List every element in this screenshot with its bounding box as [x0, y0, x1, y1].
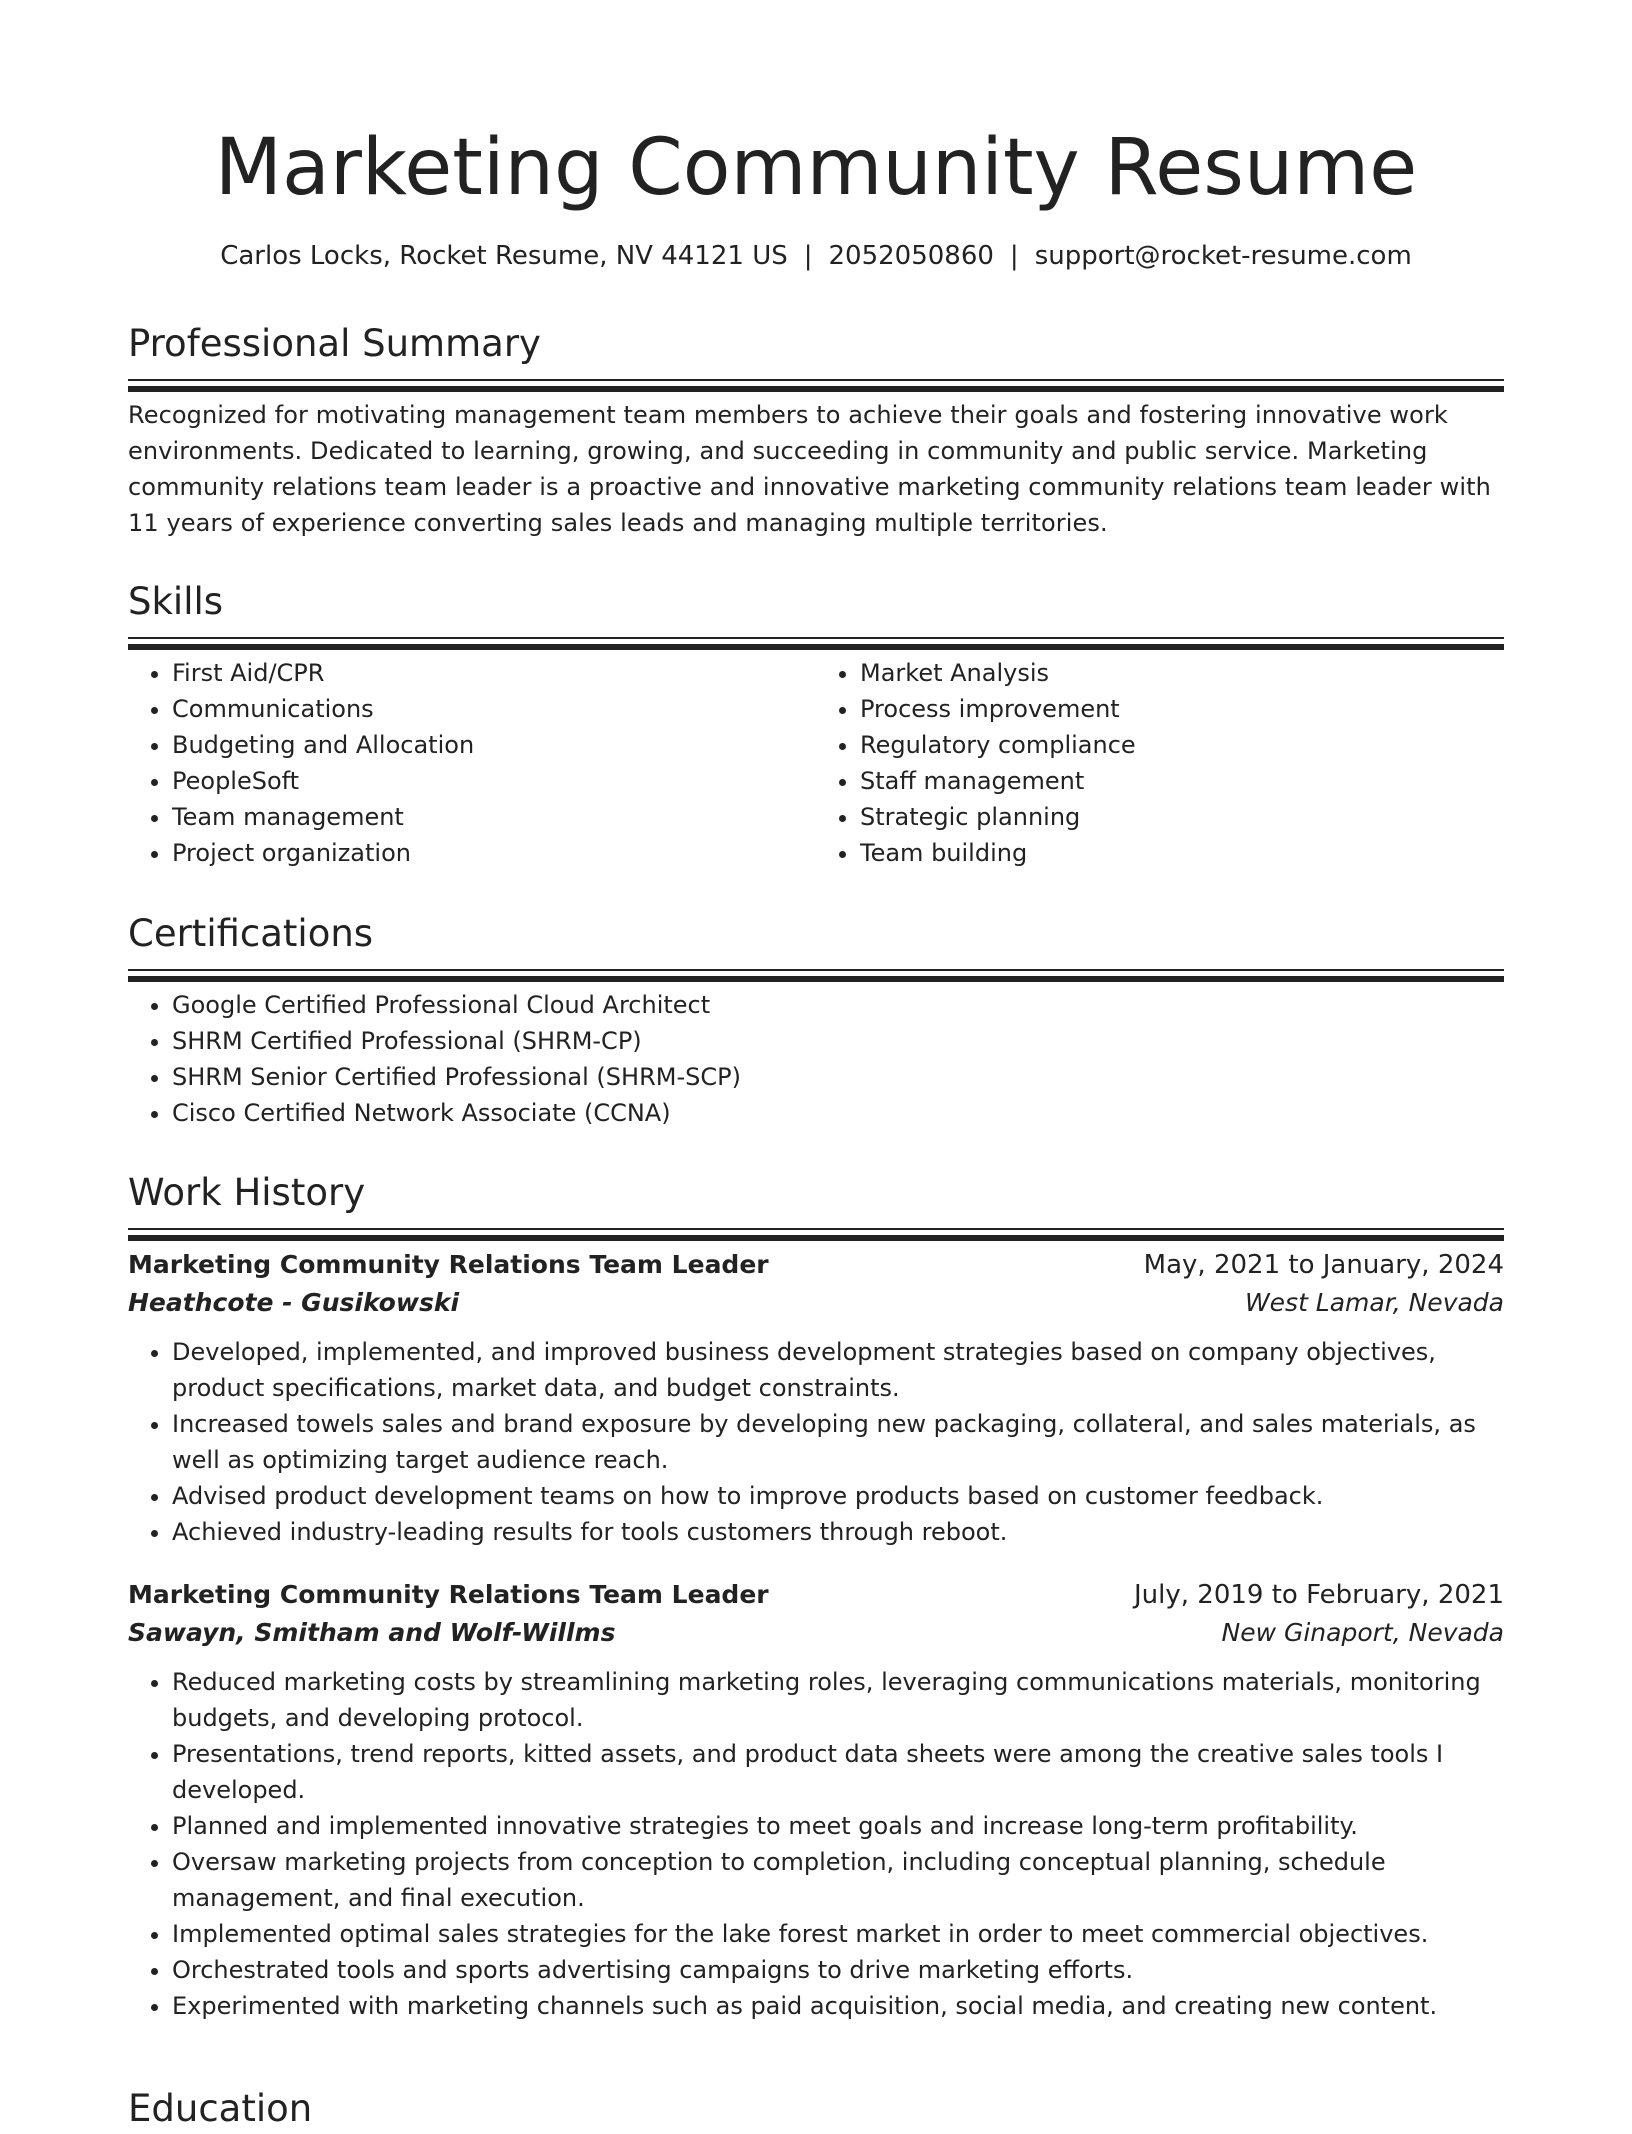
job-bullet: • Oversaw marketing projects from conception to completion, including conceptual planning, schedule management, and final execution.: [172, 1844, 1504, 1916]
job-entry: [128, 1576, 1504, 2024]
resume-title: Marketing Community Resume: [214, 123, 1418, 213]
contact-phone: 2052050860: [828, 241, 994, 271]
certification-item: • SHRM Certified Professional (SHRM-CP): [172, 1023, 1504, 1059]
skill-item: • Budgeting and Allocation: [172, 727, 816, 763]
job-company: Heathcote - Gusikowski: [128, 1288, 460, 1317]
certifications-heading: Certifications: [128, 912, 374, 955]
job-location: West Lamar, Nevada: [1244, 1288, 1504, 1317]
job-title: Marketing Community Relations Team Leader: [128, 1250, 769, 1279]
contact-separator: |: [803, 241, 813, 271]
job-bullet: • Developed, implemented, and improved business development strategies based on company objectives, product specifications, market data, and budget constraints.: [172, 1334, 1504, 1406]
job-bullet: • Experimented with marketing channels such as paid acquisition, social media, and creating new content.: [172, 1988, 1504, 2024]
skill-item: • First Aid/CPR: [172, 655, 816, 691]
job-bullets: [128, 1664, 1504, 2024]
summary-text: Recognized for motivating management team members to achieve their goals and fostering innovative work environments. Dedicated to learning, growing, and succeeding in community and public service. Marketing community relations team leader is a proactive and innovative marketing community relations team leader with 11 years of experience converting sales leads and managing multiple territories.: [128, 401, 1491, 537]
job-dates: May, 2021 to January, 2024: [1143, 1250, 1504, 1280]
skill-item: • Team management: [172, 799, 816, 835]
summary-section: [128, 319, 1504, 541]
contact-separator: |: [1009, 241, 1019, 271]
skills-section: [128, 577, 1504, 871]
job-bullet: • Advised product development teams on how to improve products based on customer feedback.: [172, 1478, 1504, 1514]
job-bullet: • Implemented optimal sales strategies for the lake forest market in order to meet commercial objectives.: [172, 1916, 1504, 1952]
job-subheader: [128, 1614, 1504, 1652]
skill-item: • Staff management: [860, 763, 1504, 799]
job-bullet: • Increased towels sales and brand exposure by developing new packaging, collateral, and sales materials, as well as optimizing target audience reach.: [172, 1406, 1504, 1478]
job-bullet: • Planned and implemented innovative strategies to meet goals and increase long-term profitability.: [172, 1808, 1504, 1844]
skill-item: • Regulatory compliance: [860, 727, 1504, 763]
job-bullet: • Presentations, trend reports, kitted assets, and product data sheets were among the creative sales tools I developed.: [172, 1736, 1504, 1808]
work-history-section: [128, 1168, 1504, 2050]
section-divider: [128, 637, 1504, 639]
resume-page: [128, 0, 1504, 2130]
skill-item: • Strategic planning: [860, 799, 1504, 835]
skill-item: • Market Analysis: [860, 655, 1504, 691]
job-header: [128, 1246, 1504, 1284]
skills-heading: Skills: [128, 580, 224, 623]
education-section: [128, 2084, 1504, 2134]
skill-item: • Process improvement: [860, 691, 1504, 727]
job-title: Marketing Community Relations Team Leader: [128, 1580, 769, 1609]
job-bullet: • Reduced marketing costs by streamlining marketing roles, leveraging communications materials, monitoring budgets, and developing protocol.: [172, 1664, 1504, 1736]
contact-line: [128, 236, 1504, 276]
certifications-section: [128, 909, 1504, 1131]
section-divider: [128, 969, 1504, 971]
job-header: [128, 1576, 1504, 1614]
job-location: New Ginaport, Nevada: [1221, 1618, 1504, 1647]
skills-columns: [128, 655, 1504, 871]
job-company: Sawayn, Smitham and Wolf-Willms: [128, 1618, 616, 1647]
education-heading: Education: [128, 2087, 313, 2130]
work-history-heading: Work History: [128, 1171, 366, 1214]
section-divider: [128, 1228, 1504, 1230]
job-bullet: • Orchestrated tools and sports advertising campaigns to drive marketing efforts.: [172, 1952, 1504, 1988]
contact-email: support@rocket-resume.com: [1034, 241, 1412, 271]
job-bullets: [128, 1334, 1504, 1550]
job-subheader: [128, 1284, 1504, 1322]
certifications-list: [128, 987, 1504, 1131]
certification-item: • SHRM Senior Certified Professional (SHRM-SCP): [172, 1059, 1504, 1095]
job-entry: [128, 1246, 1504, 1550]
certification-item: • Google Certified Professional Cloud Architect: [172, 987, 1504, 1023]
skills-list-left: [128, 655, 816, 871]
skill-item: • Project organization: [172, 835, 816, 871]
job-dates: July, 2019 to February, 2021: [1134, 1580, 1504, 1610]
contact-address: Carlos Locks, Rocket Resume, NV 44121 US: [220, 241, 788, 271]
skill-item: • PeopleSoft: [172, 763, 816, 799]
job-bullet: • Achieved industry-leading results for tools customers through reboot.: [172, 1514, 1504, 1550]
skill-item: • Team building: [860, 835, 1504, 871]
certification-item: • Cisco Certified Network Associate (CCNA): [172, 1095, 1504, 1131]
skill-item: • Communications: [172, 691, 816, 727]
skills-list-right: [816, 655, 1504, 871]
summary-heading: Professional Summary: [128, 322, 541, 365]
section-divider: [128, 379, 1504, 381]
